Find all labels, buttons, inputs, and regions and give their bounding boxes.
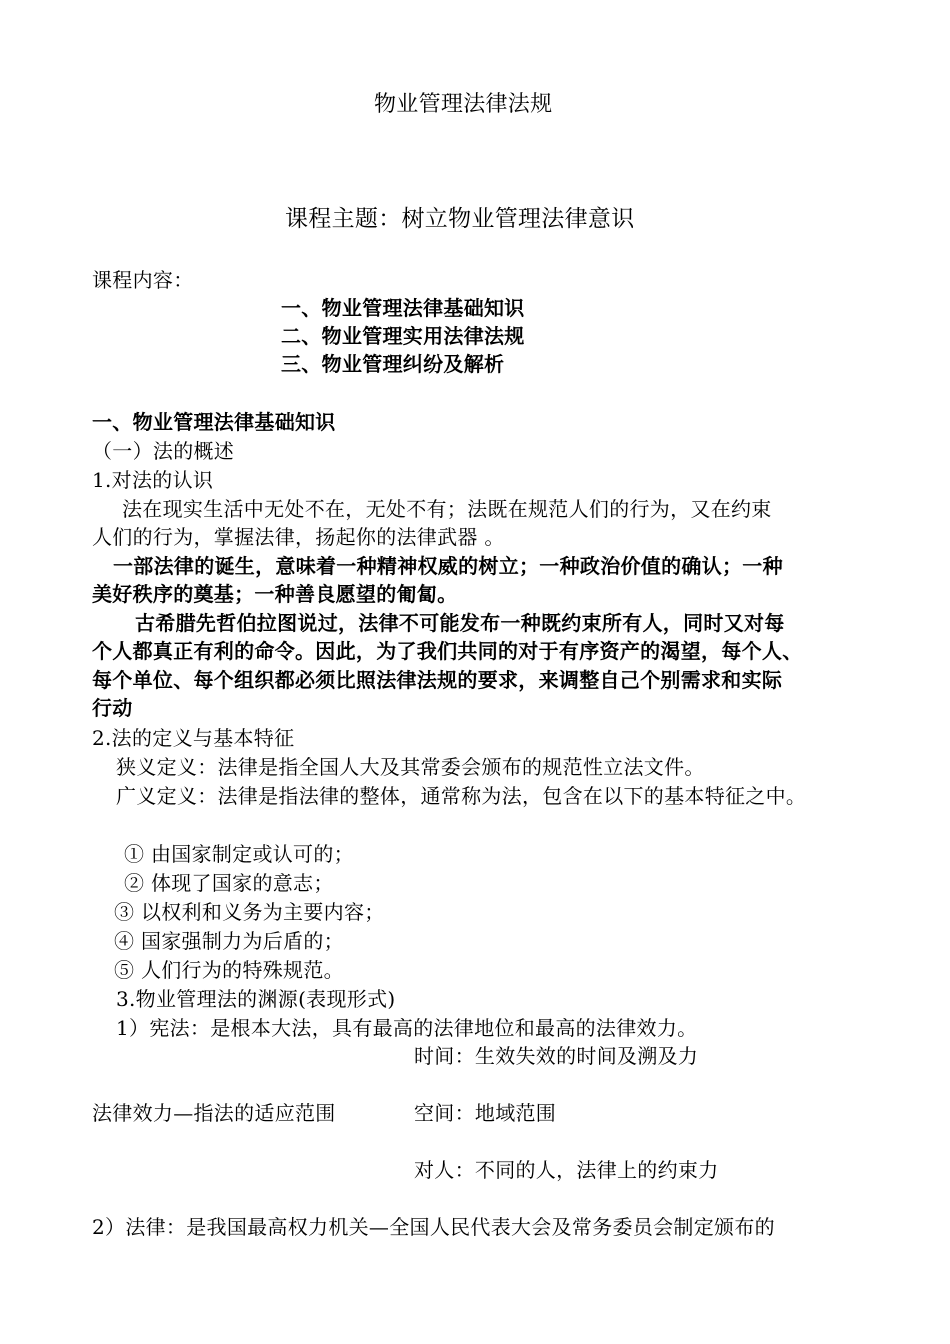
course-topic: 课程主题：树立物业管理法律意识 (285, 206, 635, 232)
toc-item-3: 三、物业管理纠纷及解析 (281, 352, 505, 376)
course-content-label: 课程内容： (92, 268, 194, 292)
item3-heading: 3.物业管理法的渊源(表现形式) (116, 987, 396, 1011)
document-title: 物业管理法律法规 (374, 92, 553, 117)
law-line: 2）法律：是我国最高权力机关—全国人民代表大会及常务委员会制定颁布的 (92, 1215, 775, 1239)
para3-line-2: 个人都真正有利的命令。因此，为了我们共同的对于有序资产的渴望，每个人、 (92, 639, 803, 663)
item1-heading: 1.对法的认识 (92, 468, 214, 492)
effect-space: 空间：地域范围 (414, 1101, 557, 1125)
feature-4: ④ 国家强制力为后盾的； (114, 929, 344, 953)
feature-1: ① 由国家制定或认可的； (124, 842, 354, 866)
para1-line-2: 人们的行为，掌握法律，扬起你的法律武器 。 (92, 525, 505, 549)
para3-line-4: 行动 (92, 696, 133, 720)
effect-person: 对人：不同的人，法律上的约束力 (414, 1158, 719, 1182)
toc-item-2: 二、物业管理实用法律法规 (281, 324, 525, 348)
effect-time: 时间：生效失效的时间及溯及力 (414, 1044, 699, 1068)
feature-5: ⑤ 人们行为的特殊规范。 (114, 958, 344, 982)
para2-line-2: 美好秩序的奠基；一种善良愿望的匍匐。 (92, 582, 458, 606)
sub1-heading: （一）法的概述 (92, 439, 235, 463)
broad-definition: 广义定义：法律是指法律的整体，通常称为法，包含在以下的基本特征之中。 (116, 784, 807, 808)
item2-heading: 2.法的定义与基本特征 (92, 726, 295, 750)
para3-line-1: 古希腊先哲伯拉图说过，法律不可能发布一种既约束所有人，同时又对每 (135, 611, 785, 635)
section1-heading: 一、物业管理法律基础知识 (92, 410, 336, 434)
feature-3: ③ 以权利和义务为主要内容； (114, 900, 385, 924)
para1-line-1: 法在现实生活中无处不在，无处不有；法既在规范人们的行为，又在约束 (122, 497, 772, 521)
feature-2: ② 体现了国家的意志； (124, 871, 334, 895)
effect-label: 法律效力—指法的适应范围 (92, 1101, 336, 1125)
para2-line-1: 一部法律的诞生，意味着一种精神权威的树立；一种政治价值的确认；一种 (113, 554, 783, 578)
narrow-definition: 狭义定义：法律是指全国人大及其常委会颁布的规范性立法文件。 (116, 755, 705, 779)
para3-line-3: 每个单位、每个组织都必须比照法律法规的要求，来调整自己个别需求和实际 (92, 668, 783, 692)
toc-item-1: 一、物业管理法律基础知识 (281, 296, 525, 320)
constitution-line: 1）宪法：是根本大法，具有最高的法律地位和最高的法律效力。 (116, 1016, 698, 1040)
